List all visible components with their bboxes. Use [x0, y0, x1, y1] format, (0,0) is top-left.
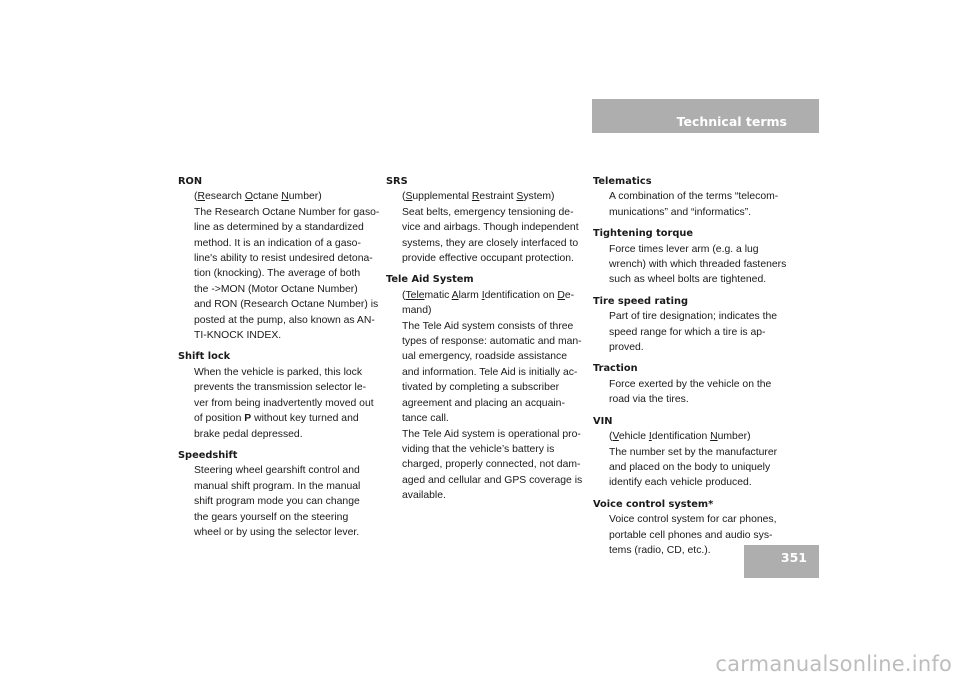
glossary-column-3: [593, 174, 799, 564]
glossary-definition: The Research Octane Number for gaso- line as determined by a standardized method. It is an indication of a gaso- line's ability to resist undesired detona- tion (knocking). The average of both the ->MON (Motor Octane Number) and RON (Research Octane Number) is posted at the pump, also known as AN- TI-KNOCK INDEX.: [194, 206, 380, 342]
glossary-entry: [178, 448, 384, 540]
glossary-definition: The number set by the manufacturer and placed on the body to uniquely identify each vehicle produced.: [609, 446, 778, 489]
glossary-column-2: [386, 174, 592, 510]
page-number: 351: [780, 550, 807, 565]
glossary-column-1: [178, 174, 384, 546]
glossary-definition: When the vehicle is parked, this lock prevents the transmission selector le- ver from being inadvertently moved out of position P without key turned and brake pedal depressed.: [194, 366, 374, 440]
glossary-entry: [593, 174, 799, 220]
glossary-term: Speedshift: [178, 449, 238, 461]
glossary-term: Shift lock: [178, 351, 231, 363]
glossary-term: Voice control system*: [593, 498, 714, 510]
glossary-term: Tire speed rating: [593, 295, 688, 307]
glossary-term: Tele Aid System: [386, 274, 474, 286]
glossary-abbreviation: (Supplemental Restraint System): [402, 191, 555, 203]
page-section-title: Technical terms: [676, 114, 787, 129]
glossary-entry: [178, 174, 384, 343]
watermark: carmanualsonline.info: [715, 652, 952, 676]
glossary-entry: [593, 361, 799, 407]
header-bar: [592, 99, 819, 133]
glossary-definition: Steering wheel gearshift control and manual shift program. In the manual shift program mode you can change the gears yourself on the steering wheel or by using the selector lever.: [194, 465, 361, 538]
glossary-definition: Force times lever arm (e.g. a lug wrench) with which threaded fasteners such as wheel bolts are tightened.: [609, 243, 787, 286]
glossary-definition: Part of tire designation; indicates the speed range for which a tire is ap- proved.: [609, 311, 778, 354]
glossary-definition: Voice control system for car phones, portable cell phones and audio sys- tems (radio, CD, etc.).: [609, 514, 777, 556]
glossary-term: SRS: [386, 176, 408, 187]
glossary-definition: A combination of the terms “telecom- munications” and “informatics”.: [609, 191, 779, 218]
glossary-abbreviation: (Vehicle Identification Number): [609, 431, 751, 443]
glossary-abbreviation: (Telematic Alarm Identification on De- mand): [402, 289, 575, 317]
glossary-definition: Seat belts, emergency tensioning de- vice and airbags. Though independent systems, they are closely interfaced to provide effective occupant protection.: [402, 206, 579, 265]
page-number-box: [744, 545, 819, 578]
glossary-term: Traction: [593, 363, 638, 375]
glossary-abbreviation: (Research Octane Number): [194, 191, 322, 203]
glossary-entry: [386, 174, 592, 266]
glossary-entry: [593, 294, 799, 356]
glossary-term: Telematics: [593, 176, 652, 187]
glossary-definition: Force exerted by the vehicle on the road via the tires.: [609, 378, 772, 406]
glossary-entry: [593, 226, 799, 288]
glossary-term: RON: [178, 176, 203, 187]
glossary-entry: [178, 349, 384, 441]
glossary-term: Tightening torque: [593, 228, 693, 240]
glossary-definition: The Tele Aid system consists of three types of response: automatic and man- ual emergency, roadside assistance and information. Tele Aid is initially ac- tivated by completing a subscriber agreement and placing an acquain- tance call. The Tele Aid system is operational pro- viding that the vehicle’s battery is charged, properly connected, not dam- aged and cellular and GPS coverage is available.: [402, 320, 583, 502]
glossary-entry: [593, 414, 799, 491]
glossary-entry: [386, 272, 592, 503]
glossary-term: VIN: [593, 415, 613, 427]
